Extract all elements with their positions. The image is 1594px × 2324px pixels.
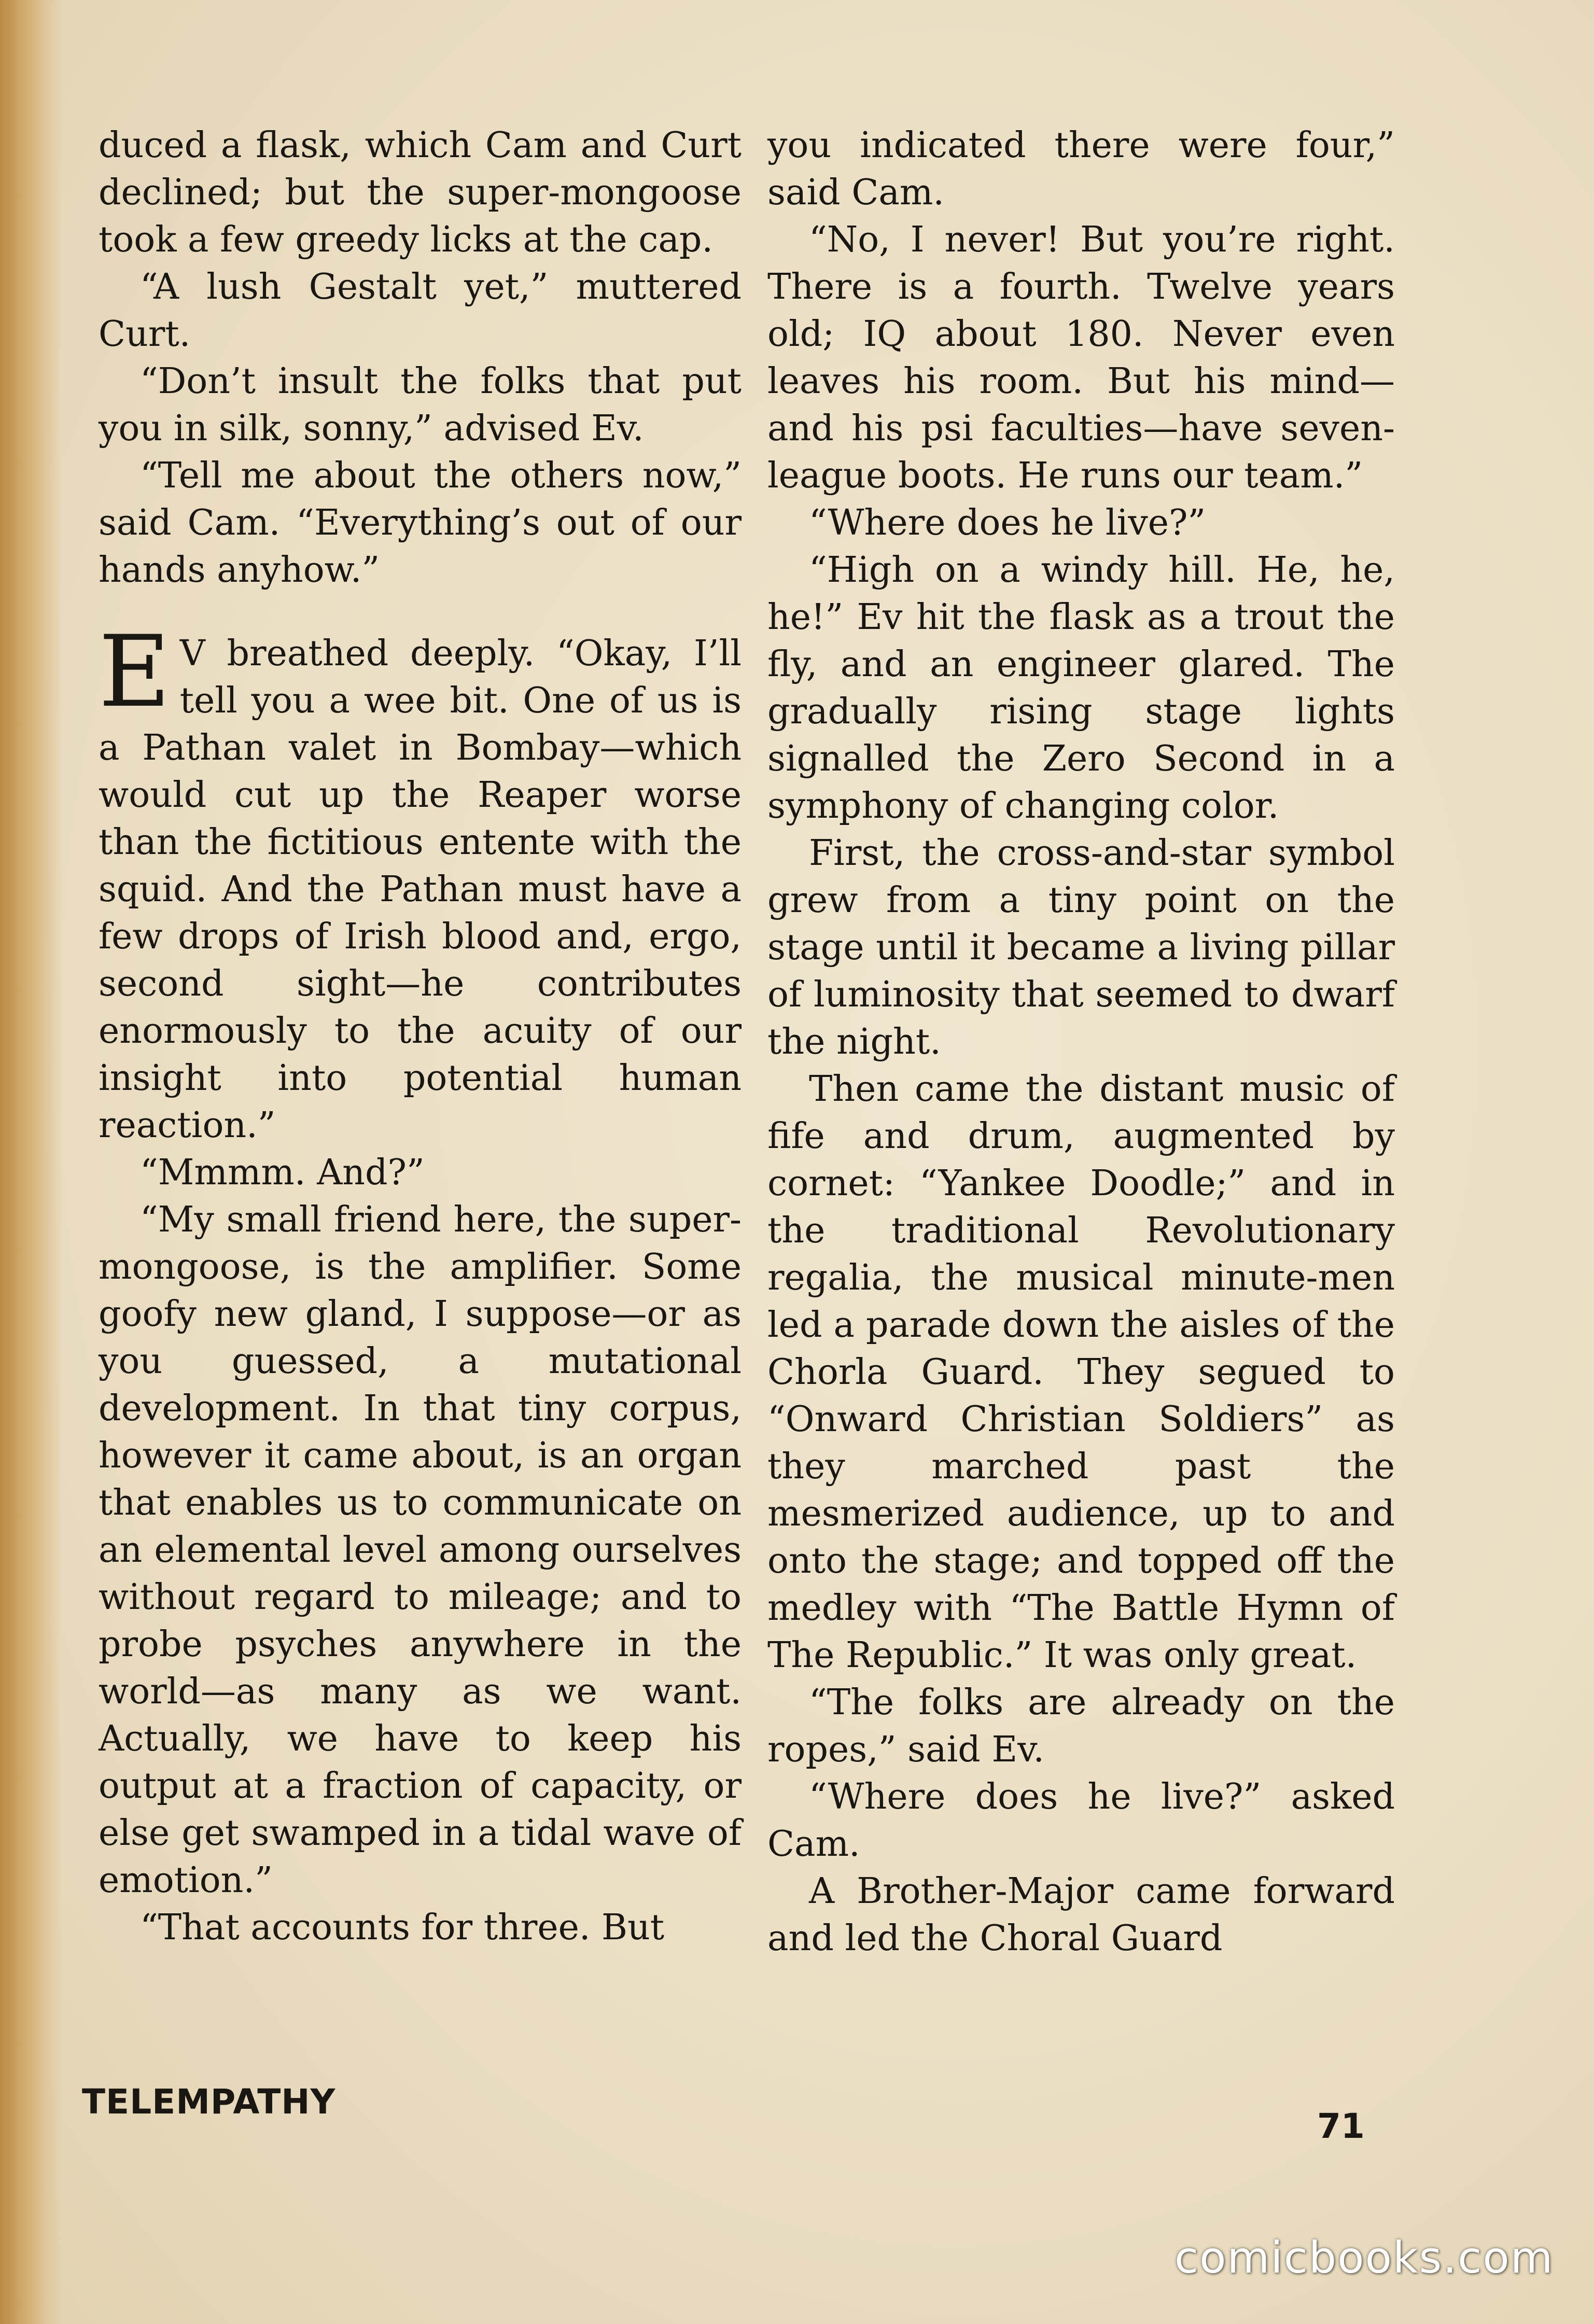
paragraph: “Don’t insult the folks that put you in silk, sonny,” advised Ev. <box>99 361 742 449</box>
paragraph: “Where does he live?” asked Cam. <box>767 1776 1395 1865</box>
dropcap-paragraph-text: V breathed deeply. “Okay, I’ll tell you a wee bit. One of us is a Pathan valet in Bombay—which would cut up the Reaper worse than the fictitious entente with the squid. And the Pathan must have a few drops of Irish blood and, ergo, second sight—he contributes enormously to the acuity of our insight into potential human reaction.” <box>99 633 742 1146</box>
paragraph: “Where does he live?” <box>809 502 1206 543</box>
paragraph: Then came the distant music of fife and drum, augmented by cornet: “Yankee Doodle;” and in the traditional Revolutionary regalia, the musical minute-men led a parade down the aisles of the Chorla Guard. They segued to “Onward Christian Soldiers” as they marched past the mesmerized audience, up to and onto the stage; and topped off the medley with “The Battle Hymn of The Republic.” It was only great. <box>767 1069 1395 1676</box>
paragraph: “High on a windy hill. He, he, he!” Ev hit the flask as a trout the fly, and an engineer glared. The gradually rising stage lights signalled the Zero Second in a symphony of changing color. <box>767 550 1395 827</box>
section-break <box>99 594 742 630</box>
paragraph: “My small friend here, the super-mongoose, is the amplifier. Some goofy new gland, I suppose—or as you guessed, a mutational development. In that tiny corpus, however it came about, is an organ that enables us to communicate on an elemental level among ourselves without regard to mileage; and to probe psyches anywhere in the world—as many as we want. Actually, we have to keep his output at a fraction of capacity, or else get swamped in a tidal wave of emotion.” <box>99 1199 742 1901</box>
paragraph: “A lush Gestalt yet,” muttered Curt. <box>99 267 742 355</box>
paragraph: A Brother-Major came forward and led the Choral Guard <box>767 1871 1395 1959</box>
right-text-column <box>767 122 1395 1962</box>
paragraph: “The folks are already on the ropes,” said Ev. <box>767 1682 1395 1770</box>
watermark: comicbooks.com <box>1174 2232 1554 2283</box>
paragraph: you indicated there were four,” said Cam. <box>767 125 1395 213</box>
paragraph: duced a flask, which Cam and Curt declined; but the super-mongoose took a few greedy licks at the cap. <box>99 125 742 260</box>
dropcap-paragraph <box>99 614 742 1149</box>
running-title: TELEMPATHY <box>82 2082 336 2122</box>
page-binding-edge <box>0 0 62 2324</box>
paragraph: “Tell me about the others now,” said Cam. “Everything’s out of our hands anyhow.” <box>99 455 742 591</box>
paragraph: “That accounts for three. But <box>140 1907 665 1948</box>
paragraph: “Mmmm. And?” <box>140 1152 425 1193</box>
drop-cap-letter: E <box>99 614 171 729</box>
paragraph: “No, I never! But you’re right. There is a fourth. Twelve years old; IQ about 180. Never even leaves his room. But his mind—and his psi faculties—have seven-league boots. He runs our team.” <box>767 219 1395 496</box>
left-text-column <box>99 122 742 1951</box>
paragraph: First, the cross-and-star symbol grew from a tiny point on the stage until it became a living pillar of luminosity that seemed to dwarf the night. <box>767 833 1395 1062</box>
page-number: 71 <box>1317 2106 1365 2146</box>
